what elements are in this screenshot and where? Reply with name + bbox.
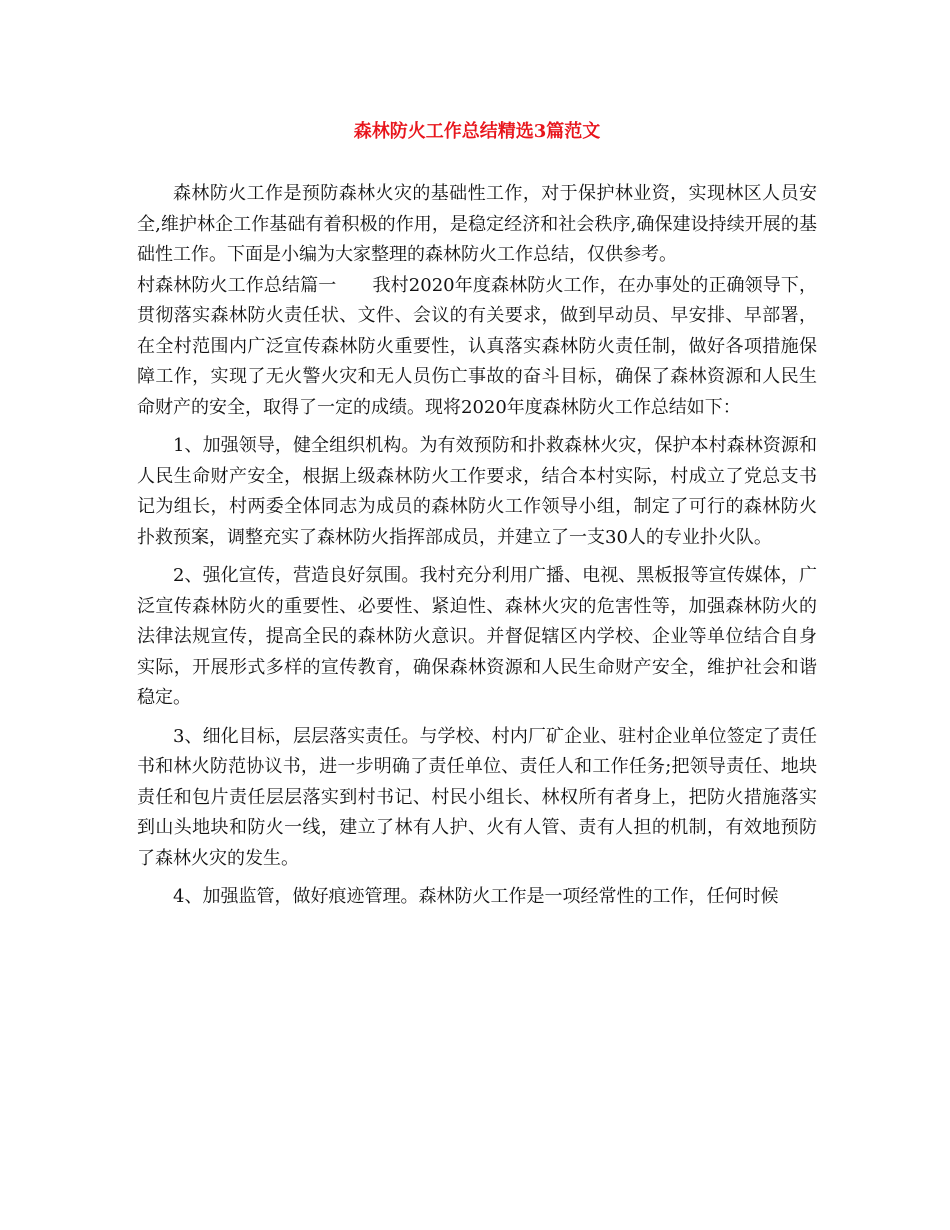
point-four-paragraph: 4、加强监管，做好痕迹管理。森林防火工作是一项经常性的工作，任何时候 (173, 886, 779, 907)
point-one-paragraph: 1、加强领导，健全组织机构。为有效预防和扑救森林火灾，保护本村森林资源和人民生命财产安全，根据上级森林防火工作要求，结合本村实际，村成立了党总支书记为组长，村两委全体同志为成员的森林防火工作领导小组，制定了可行的森林防火扑救预案，调整充实了森林防火指挥部成员，并建立了一支30人的专业扑火队。 (137, 435, 817, 548)
point-two-paragraph: 2、强化宣传，营造良好氛围。我村充分利用广播、电视、黑板报等宣传媒体，广泛宣传森林防火的重要性、必要性、紧迫性、森林火灾的危害性等，加强森林防火的法律法规宣传，提高全民的森林防火意识。并督促辖区内学校、企业等单位结合自身实际，开展形式多样的宣传教育，确保森林资源和人民生命财产安全，维护社会和谐稳定。 (137, 565, 817, 708)
intro-paragraph: 森林防火工作是预防森林火灾的基础性工作，对于保护林业资，实现林区人员安全,维护林企工作基础有着积极的作用，是稳定经济和社会秩序,确保建设持续开展的基础性工作。下面是小编为大家整理的森林防火工作总结，仅供参考。 (137, 183, 817, 265)
section-one-paragraph: 村森林防火工作总结篇一 我村2020年度森林防火工作，在办事处的正确领导下，贯彻落实森林防火责任状、文件、会议的有关要求，做到早动员、早安排、早部署，在全村范围内广泛宣传森林防火重要性，认真落实森林防火责任制，做好各项措施保障工作，实现了无火警火灾和无人员伤亡事故的奋斗目标，确保了森林资源和人民生命财产的安全，取得了一定的成绩。现将2020年度森林防火工作总结如下： (137, 274, 817, 418)
document-title: 森林防火工作总结精选3篇范文 (353, 121, 601, 142)
document-page (137, 118, 817, 913)
point-three-paragraph: 3、细化目标，层层落实责任。与学校、村内厂矿企业、驻村企业单位签定了责任书和林火防范协议书，进一步明确了责任单位、责任人和工作任务;把领导责任、地块责任和包片责任层层落实到村书记、村民小组长、林权所有者身上，把防火措施落实到山头地块和防火一线，建立了林有人护、火有人管、责有人担的机制，有效地预防了森林火灾的发生。 (137, 725, 817, 869)
